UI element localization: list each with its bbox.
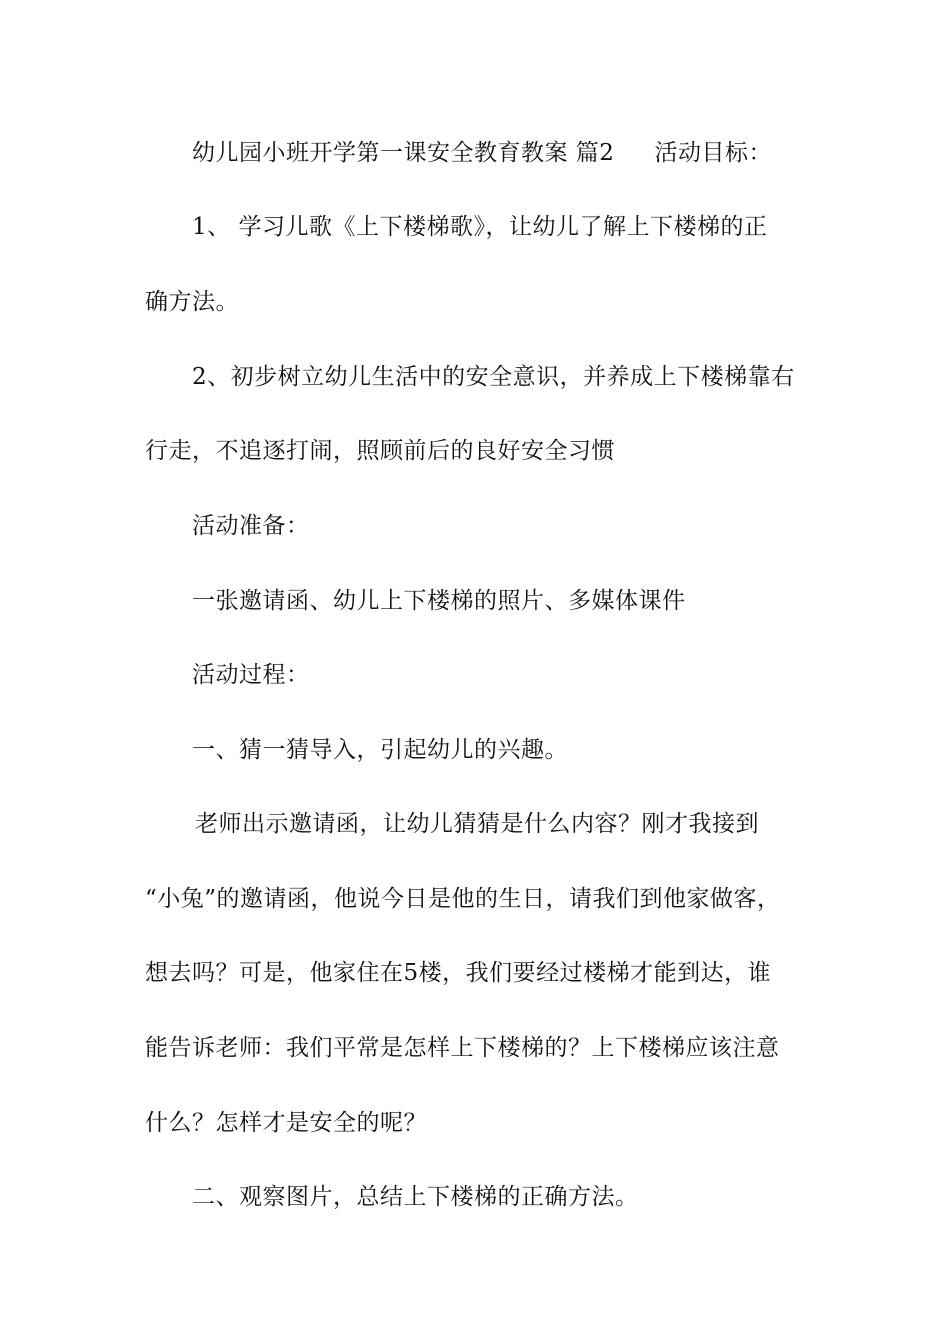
paragraph-line: 行走，不追逐打闹，照顾前后的良好安全习惯 (145, 438, 615, 464)
paragraph-line: 什么？怎样才是安全的呢？ (145, 1110, 427, 1136)
paragraph-line: 想去吗？可是，他家住在5楼，我们要经过楼梯才能到达，谁 (145, 960, 772, 986)
paragraph-line: 确方法。 (145, 289, 239, 315)
section-heading-preparation: 活动准备： (192, 513, 310, 539)
heading-line (192, 138, 817, 168)
paragraph-line: 2、初步树立幼儿生活中的安全意识，并养成上下楼梯靠右 (192, 364, 795, 390)
paragraph-line: 1、 学习儿歌《上下楼梯歌》，让幼儿了解上下楼梯的正 (192, 214, 768, 240)
step-heading: 一、猜一猜导入，引起幼儿的兴趣。 (192, 737, 568, 763)
step-heading: 二、观察图片，总结上下楼梯的正确方法。 (192, 1184, 639, 1210)
paragraph-line: “小兔”的邀请函，他说今日是他的生日，请我们到他家做客， (145, 886, 781, 912)
paragraph-line: 老师出示邀请函，让幼儿猜猜是什么内容？刚才我接到 (195, 811, 759, 837)
section-heading-process: 活动过程： (192, 662, 310, 688)
section-heading-goals: 活动目标： (654, 140, 772, 166)
document-title: 幼儿园小班开学第一课安全教育教案 篇2 (192, 140, 615, 166)
paragraph-line: 能告诉老师：我们平常是怎样上下楼梯的？上下楼梯应该注意 (145, 1035, 780, 1061)
paragraph-line: 一张邀请函、幼儿上下楼梯的照片、多媒体课件 (192, 588, 686, 614)
